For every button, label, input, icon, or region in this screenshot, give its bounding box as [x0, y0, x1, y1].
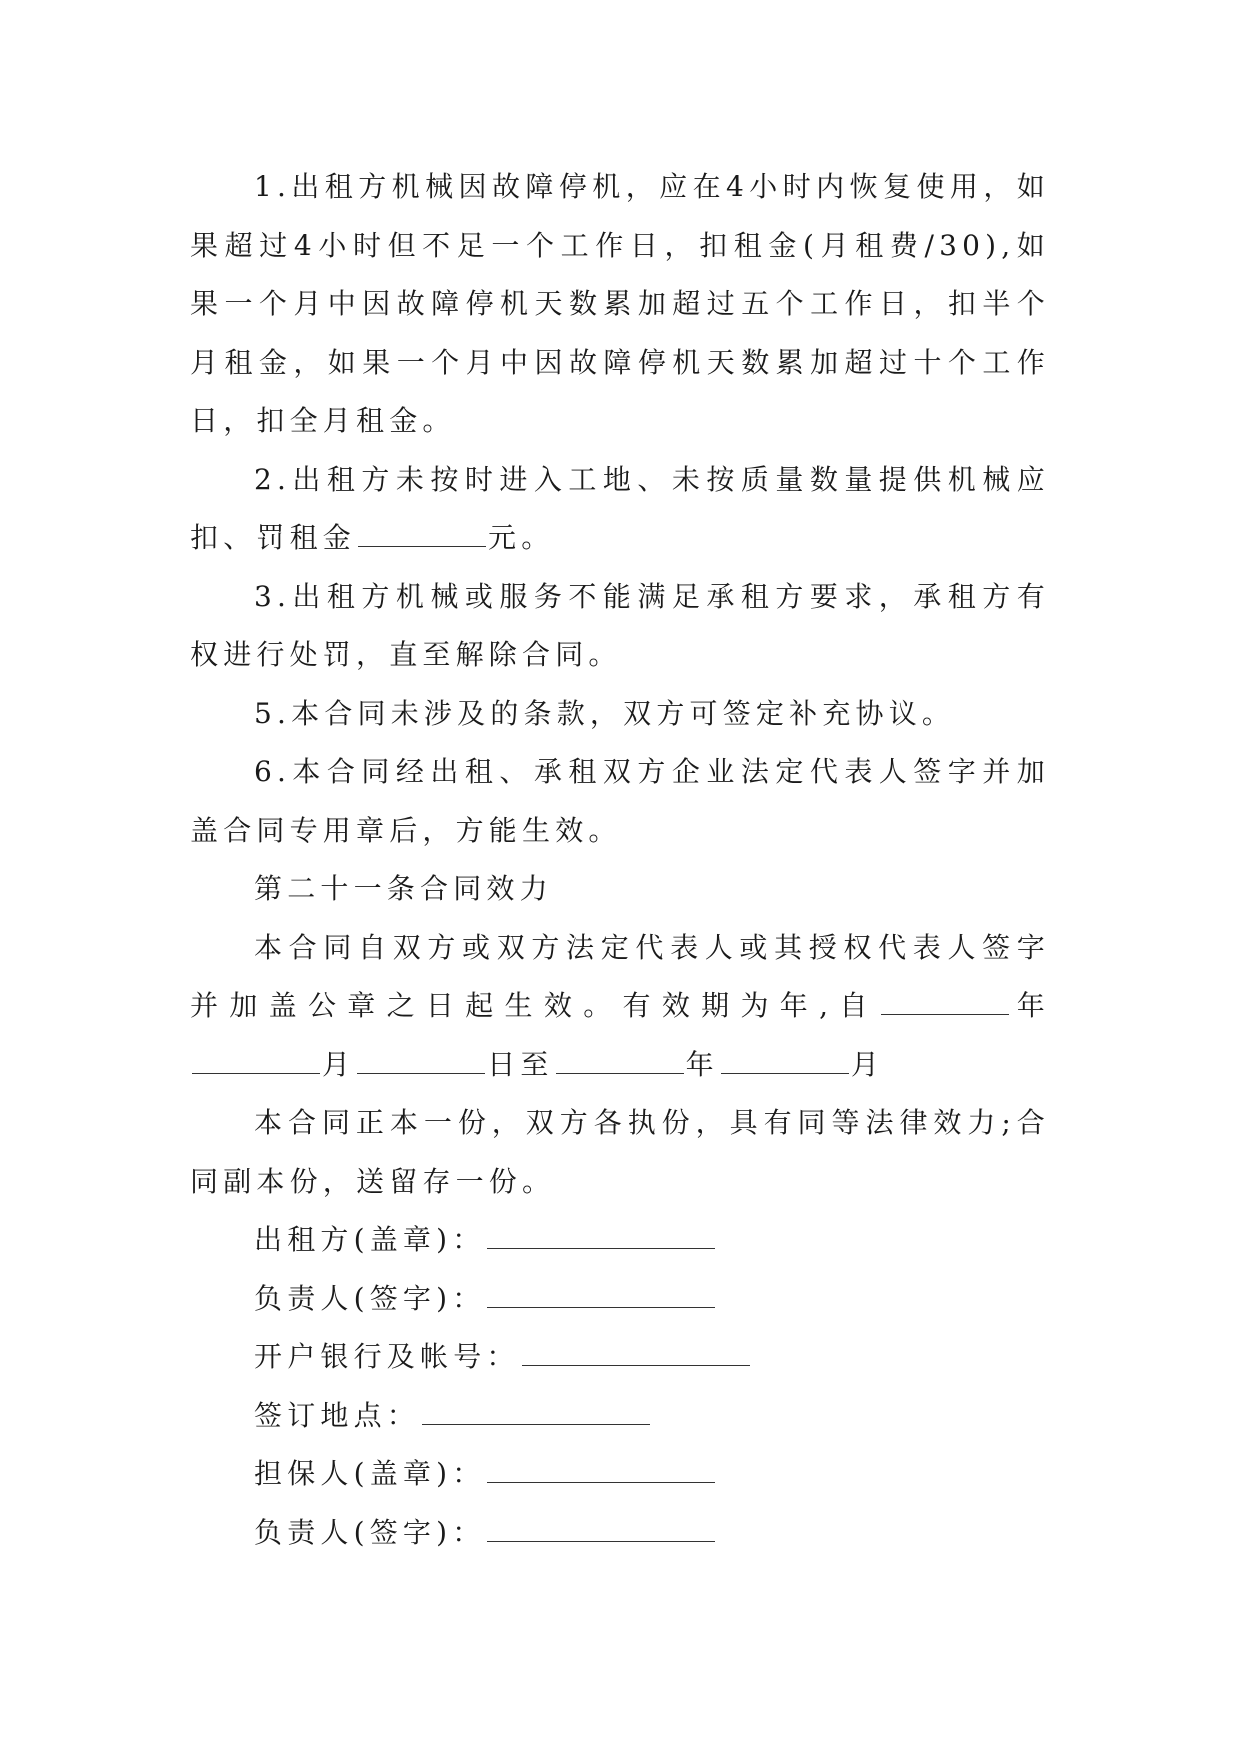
clause-6: 6.本合同经出租、承租双方企业法定代表人签字并加盖合同专用章后，方能生效。 — [190, 755, 1050, 847]
clause-2 — [190, 451, 1050, 568]
signature-lessor-blank — [487, 1218, 715, 1249]
signature-bank-label: 开户银行及帐号： — [254, 1340, 520, 1373]
clause-2-suffix: 元。 — [488, 521, 555, 554]
start-month-blank — [192, 1043, 320, 1074]
signature-guarantor-blank — [487, 1452, 715, 1483]
signature-lessor-label: 出租方(盖章)： — [254, 1223, 486, 1256]
end-year-blank — [556, 1043, 684, 1074]
document-body — [190, 158, 1050, 1562]
clause-1: 1.出租方机械因故障停机，应在4小时内恢复使用，如果超过4小时但不足一个工作日，扣租金(月租费/30),如果一个月中因故障停机天数累加超过五个工作日，扣半个月租金，如果一个月中因故障停机天数累加超过十个工作日，扣全月租金。 — [190, 170, 1050, 437]
end-month-blank — [721, 1043, 849, 1074]
clause-3: 3.出租方机械或服务不能满足承租方要求，承租方有权进行处罚，直至解除合同。 — [190, 579, 1050, 671]
signature-guarantor-label: 担保人(盖章)： — [254, 1457, 486, 1490]
article-title: 第二十一条合同效力 — [254, 872, 553, 905]
signature-bank-blank — [522, 1335, 750, 1366]
day-to-label: 日至 — [487, 1047, 554, 1081]
month-label-2: 月 — [850, 1047, 885, 1081]
clause-2-text: 2.出租方未按时进入工地、未按质量数量提供机械应扣、罚租金 — [190, 462, 1050, 554]
start-year-blank — [881, 984, 1009, 1015]
signature-guarantor-rep — [190, 1504, 1050, 1563]
start-day-blank — [357, 1043, 485, 1074]
signature-lessor-rep-blank — [487, 1277, 715, 1308]
signature-place-blank — [422, 1394, 650, 1425]
signature-bank — [190, 1328, 1050, 1387]
signature-lessor-rep — [190, 1270, 1050, 1329]
signature-guarantor — [190, 1445, 1050, 1504]
penalty-amount-blank — [358, 516, 486, 547]
validity-text: 本合同自双方或双方法定代表人或其授权代表人签字并加盖公章之日起生效。有效期为年,自 — [190, 930, 1050, 1022]
year-label-2: 年 — [685, 1047, 719, 1081]
year-label: 年 — [1010, 989, 1050, 1022]
clause-5: 5.本合同未涉及的条款，双方可签定补充协议。 — [254, 696, 956, 730]
copies-clause: 本合同正本一份，双方各执份，具有同等法律效力;合同副本份，送留存一份。 — [190, 1106, 1050, 1198]
signature-guarantor-rep-label: 负责人(签字)： — [254, 1515, 486, 1549]
signature-place — [190, 1387, 1050, 1446]
signature-lessor-rep-label: 负责人(签字)： — [254, 1281, 486, 1315]
signature-lessor — [190, 1211, 1050, 1270]
signature-guarantor-rep-blank — [487, 1511, 715, 1542]
validity-clause — [190, 919, 1050, 1095]
month-label: 月 — [322, 1047, 356, 1081]
signature-place-label: 签订地点： — [254, 1398, 421, 1432]
